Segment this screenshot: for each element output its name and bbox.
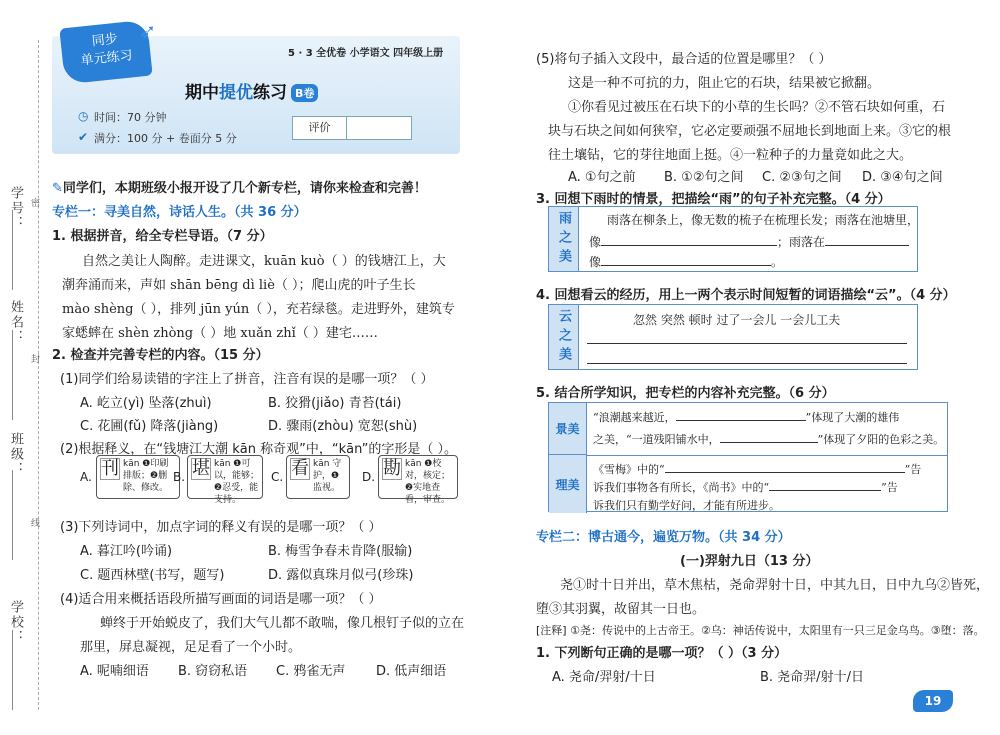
kan-def-a: kān ❶印刷排版；❷删除、修改。 bbox=[123, 459, 169, 493]
rating-label: 评价 bbox=[293, 117, 347, 139]
q2-1-option-a[interactable]: A. 屹立(yì) 坠落(zhuì) bbox=[80, 396, 212, 411]
rain-line3: 像 。 bbox=[589, 255, 784, 269]
binding-strip bbox=[0, 0, 44, 735]
cloud-blank-1[interactable] bbox=[587, 343, 907, 344]
seal-mark: 密 bbox=[31, 199, 41, 209]
q5-sentence: 这是一种不可抗的力，阻止它的石块，结果被它掀翻。 bbox=[568, 76, 881, 91]
kan-option-a-label[interactable]: A. bbox=[80, 470, 92, 484]
cut-line bbox=[38, 40, 39, 710]
score-info: 满分：100 分 + 卷面分 5 分 bbox=[94, 132, 237, 145]
cloud-box bbox=[548, 304, 918, 370]
q5-option-b[interactable]: B. ①②句之间 bbox=[664, 170, 744, 185]
cloud-blank-2[interactable] bbox=[587, 363, 907, 364]
kan-char-b: 堪 bbox=[192, 458, 210, 479]
reason-line2: 诉我们事物各有所长，《尚书》中的“ ”告 bbox=[593, 481, 898, 494]
story-line2: 堕③其羽翼，故留其一日也。 bbox=[536, 602, 706, 617]
reason-blank-2[interactable] bbox=[769, 490, 881, 491]
paper-version-badge: B卷 bbox=[291, 84, 318, 102]
unit-badge: 同步 单元练习 bbox=[59, 20, 152, 85]
cloud-tag: 云之美 bbox=[549, 305, 579, 369]
q5-option-a[interactable]: A. ①句之前 bbox=[568, 170, 636, 185]
reason-line1: 《雪梅》中的“ ”告 bbox=[593, 463, 922, 476]
rating-box[interactable] bbox=[292, 116, 412, 140]
q2-1: (1)同学们给易读错的字注上了拼音，注音有误的是哪一项？（ ） bbox=[60, 372, 434, 387]
annotation-note: [注释] ①尧：传说中的上古帝王。②乌：神话传说中，太阳里有一只三足金乌鸟。③堕：落。 bbox=[536, 624, 985, 637]
clock-icon: ◷ bbox=[78, 109, 89, 123]
kan-char-c: 看 bbox=[291, 458, 309, 479]
rain-line2: 像 ；雨落在 bbox=[589, 233, 909, 250]
q1-line3: mào shèng（ ），排列 jūn yún（ ），充若绿毯。走进野外，建筑专 bbox=[62, 302, 455, 317]
q2-3: (3)下列诗词中，加点字词的释义有误的是哪一项？（ ） bbox=[60, 520, 382, 535]
kan-option-c-label[interactable]: C. bbox=[271, 470, 284, 484]
kan-char-a: 刊 bbox=[101, 458, 119, 479]
kan-char-d: 勘 bbox=[383, 458, 401, 479]
question-5: 5. 结合所学知识，把专栏的内容补充完整。（6 分） bbox=[536, 386, 835, 401]
school-line bbox=[12, 630, 13, 710]
q1-line1: 自然之美让人陶醉。走进课文，kuān kuò（ ）的钱塘江上，大 bbox=[82, 254, 446, 269]
student-id-line bbox=[12, 210, 13, 290]
rain-tag: 雨之美 bbox=[549, 207, 579, 271]
cloud-words: 忽然 突然 顿时 过了一会儿 一会儿工夫 bbox=[633, 313, 841, 327]
question-4: 4. 回想看云的经历，用上一两个表示时间短暂的词语描绘“云”。（4 分） bbox=[536, 288, 956, 303]
scene-blank-1[interactable] bbox=[676, 420, 806, 421]
q5-option-c[interactable]: C. ②③句之间 bbox=[762, 170, 842, 185]
page-number: 19 bbox=[913, 690, 953, 712]
name-line bbox=[12, 330, 13, 420]
check-icon: ✔ bbox=[78, 130, 89, 144]
kan-option-d[interactable] bbox=[378, 455, 458, 505]
seal-mark-2: 封 bbox=[31, 355, 41, 365]
q5-passage-2: 块与石块之间如何狭窄，它必定要顽强不屈地长到地面上来。③它的根 bbox=[548, 124, 952, 139]
rain-box bbox=[548, 206, 918, 272]
rocket-icon: ➶ bbox=[138, 20, 157, 45]
intro-text: ✎同学们，本期班级小报开设了几个新专栏，请你来检查和完善！ bbox=[52, 181, 427, 196]
time-info: 时间：70 分钟 bbox=[94, 111, 167, 124]
scene-line1: “浪潮越来越近， ”体现了大潮的雄伟 bbox=[593, 411, 900, 424]
kan-option-c[interactable] bbox=[286, 455, 350, 499]
q5-prompt: (5)将句子插入文段中，最合适的位置是哪里？（ ） bbox=[536, 52, 832, 67]
q2-4-option-d[interactable]: D. 低声细语 bbox=[376, 664, 447, 679]
kan-option-d-label[interactable]: D. bbox=[362, 470, 376, 484]
kan-def-c: kān 守护，❶监视。 bbox=[313, 459, 342, 493]
q5-option-d[interactable]: D. ③④句之间 bbox=[862, 170, 943, 185]
rain-blank-2[interactable] bbox=[825, 245, 909, 246]
series-label: 5 · 3 全优卷 小学语文 四年级上册 bbox=[288, 48, 444, 59]
q1-line2: 潮奔涌而来，声如 shān bēng dì liè（ ）；爬山虎的叶子生长 bbox=[62, 278, 416, 293]
scene-tag: 景美 bbox=[549, 403, 587, 455]
seal-mark-3: 线 bbox=[31, 519, 41, 529]
name-label: 姓名： bbox=[8, 300, 23, 345]
rain-blank-1[interactable] bbox=[601, 245, 777, 246]
knowledge-table bbox=[548, 402, 948, 512]
q2-3-option-a[interactable]: A. 暮江吟(吟诵) bbox=[80, 544, 173, 559]
question-3: 3. 回想下雨时的情景，把描绘“雨”的句子补充完整。（4 分） bbox=[536, 192, 891, 207]
kan-def-b: kān ❶可以，能够；❷忍受，能支持。 bbox=[214, 459, 260, 505]
kan-option-b[interactable] bbox=[187, 455, 263, 505]
exam-title: 期中提优练习 B卷 bbox=[185, 78, 318, 103]
table-divider bbox=[587, 455, 947, 456]
q2-3-option-c[interactable]: C. 题西林壁(书写，题写) bbox=[80, 568, 225, 583]
reason-tag: 理美 bbox=[549, 455, 587, 513]
q2-4-passage-1: 蝉终于开始蜕皮了，我们大气儿都不敢喘，像几根钉子似的立在 bbox=[100, 616, 465, 631]
pencil-icon: ✎ bbox=[52, 181, 63, 196]
rain-line1: 雨落在柳条上，像无数的梳子在梳理长发；雨落在池塘里， bbox=[607, 213, 920, 227]
kan-def-d: kān ❶校对，核定；❷实地查看，审查。 bbox=[405, 459, 451, 505]
q2-4-option-a[interactable]: A. 呢喃细语 bbox=[80, 664, 149, 679]
story-title: (一)羿射九日（13 分） bbox=[680, 554, 819, 569]
q2-3-option-d[interactable]: D. 露似真珠月似弓(珍珠) bbox=[268, 568, 414, 583]
scene-blank-2[interactable] bbox=[720, 442, 818, 443]
question-2: 2. 检查并完善专栏的内容。（15 分） bbox=[52, 348, 269, 363]
story-question-1: 1. 下列断句正确的是哪一项？（ ）（3 分） bbox=[536, 646, 788, 661]
q2-1-option-b[interactable]: B. 狡猾(jiǎo) 青苔(tái) bbox=[268, 396, 402, 411]
q1-line4: 家蟋蟀在 shèn zhòng（ ）地 xuǎn zhǐ（ ）建宅…… bbox=[62, 326, 378, 341]
rain-blank-3[interactable] bbox=[601, 265, 771, 266]
story-q1-option-a[interactable]: A. 尧命/羿射/十日 bbox=[552, 670, 656, 685]
story-q1-option-b[interactable]: B. 尧命羿/射十/日 bbox=[760, 670, 864, 685]
q2-4-option-c[interactable]: C. 鸦雀无声 bbox=[276, 664, 346, 679]
q5-passage-3: 往土壤钻，它的芽往地面上挺。④一粒种子的力量竟如此之大。 bbox=[548, 148, 913, 163]
class-line bbox=[12, 470, 13, 560]
q2-4-passage-2: 那里，屏息凝视，足足看了一个小时。 bbox=[80, 640, 302, 655]
q2-2: (2)根据释义，在“钱塘江大潮 kān 称奇观”中，“kān”的字形是（ ）。 bbox=[60, 442, 458, 457]
q2-1-option-d[interactable]: D. 骤雨(zhòu) 宽恕(shù) bbox=[268, 419, 418, 434]
column2-heading: 专栏二：博古通今，遍览万物。（共 34 分） bbox=[536, 530, 791, 545]
q2-4: (4)适合用来概括语段所描写画面的词语是哪一项？（ ） bbox=[60, 592, 382, 607]
reason-blank-1[interactable] bbox=[665, 472, 905, 473]
question-1: 1. 根据拼音，给全专栏导语。（7 分） bbox=[52, 229, 273, 244]
reason-line3: 诉我们只有勤学好问，才能有所进步。 bbox=[593, 499, 780, 512]
q5-passage-1: ①你看见过被压在石块下的小草的生长吗？②不管石块如何重，石 bbox=[568, 100, 946, 115]
scene-line2: 之美，“一道残阳铺水中， ”体现了夕阳的色彩之美。 bbox=[593, 433, 945, 446]
q2-3-option-b[interactable]: B. 梅雪争春未肯降(服输) bbox=[268, 544, 413, 559]
kan-option-a[interactable] bbox=[96, 455, 180, 499]
school-label: 学校： bbox=[8, 600, 23, 645]
class-label: 班级： bbox=[8, 432, 23, 477]
q2-4-option-b[interactable]: B. 窃窃私语 bbox=[178, 664, 248, 679]
column1-heading: 专栏一：寻美自然，诗话人生。（共 36 分） bbox=[52, 205, 307, 220]
kan-option-b-label[interactable]: B. bbox=[173, 470, 186, 484]
q2-1-option-c[interactable]: C. 花圃(fǔ) 降落(jiàng) bbox=[80, 419, 219, 434]
student-id-label: 学号： bbox=[8, 186, 23, 231]
story-line1: 尧①时十日并出，草木焦枯，尧命羿射十日，中其九日，日中九乌②皆死， bbox=[560, 578, 990, 593]
